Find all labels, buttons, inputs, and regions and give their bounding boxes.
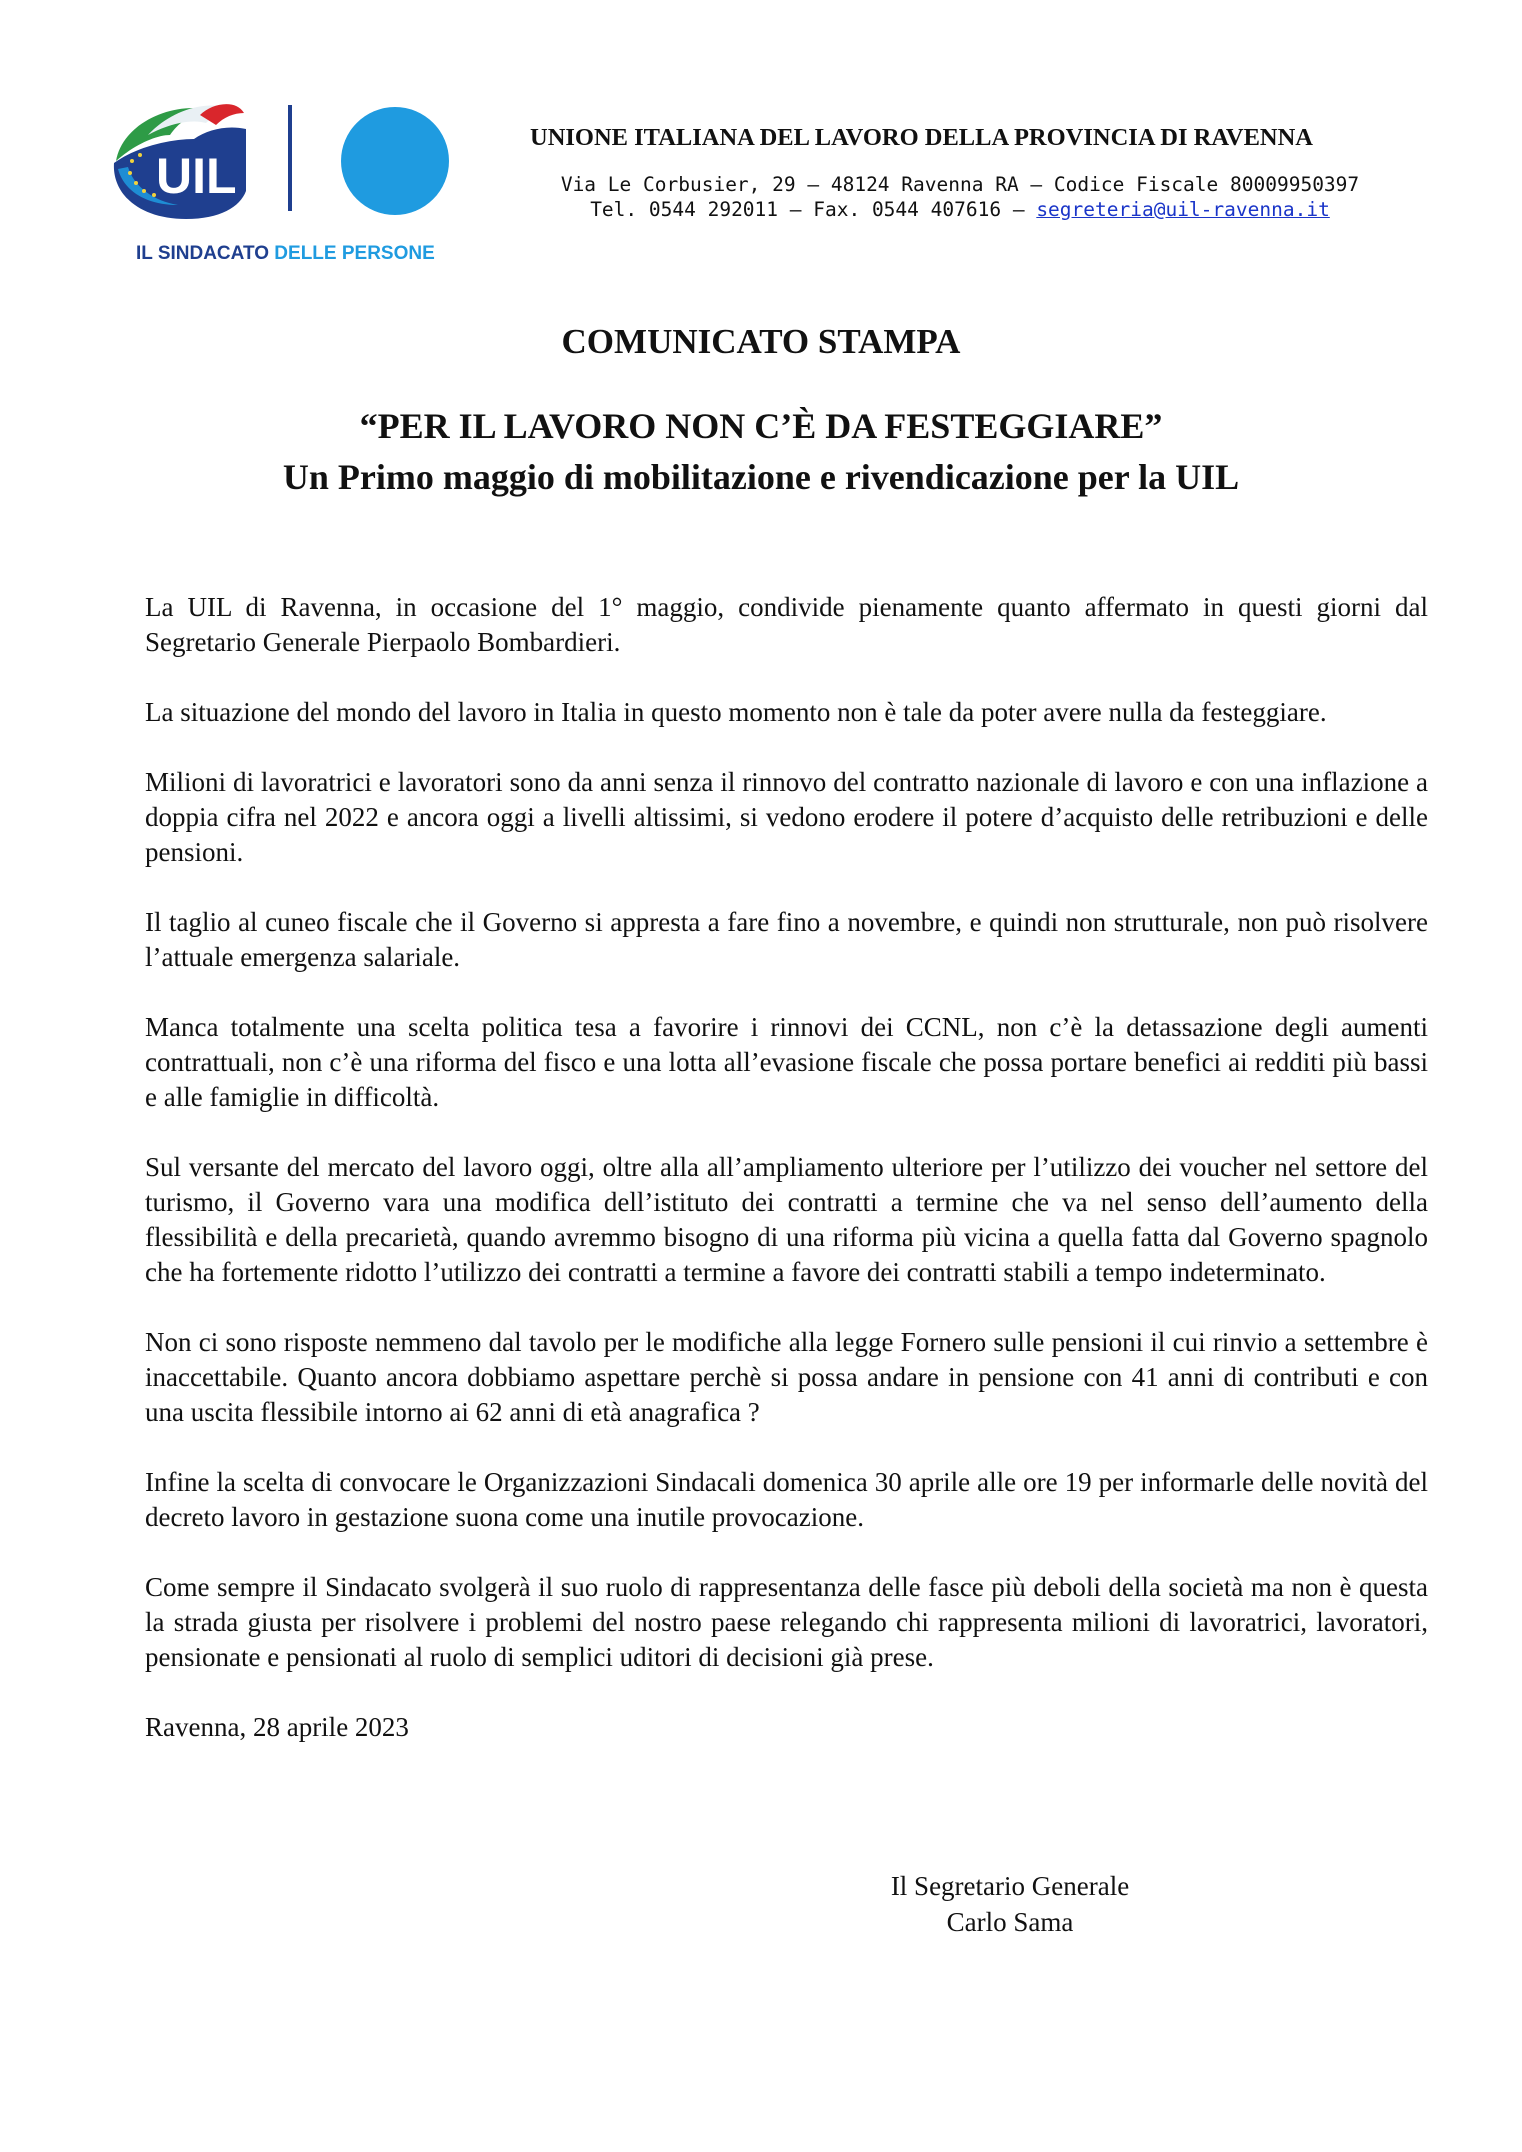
- document-body: [145, 590, 1428, 1780]
- document-title: “PER IL LAVORO NON C’È DA FESTEGGIARE”: [359, 406, 1163, 446]
- uil-logo-text: UIL: [156, 148, 237, 204]
- signature-block: [830, 1868, 1190, 1940]
- paragraph-7: Non ci sono risposte nemmeno dal tavolo per le modifiche alla legge Fornero sulle pensioni il cui rinvio a settembre è inaccettabile. Quanto ancora dobbiamo aspettare perchè si possa andare in pensione con 41 anni di contributi e con una uscita flessibile intorno ai 62 anni di età anagrafica ?: [145, 1327, 1428, 1427]
- logo-tagline: [136, 243, 435, 265]
- tagline-part2: DELLE PERSONE: [274, 243, 435, 264]
- email-link[interactable]: segreteria@uil-ravenna.it: [1036, 198, 1330, 221]
- paragraph-9: Come sempre il Sindacato svolgerà il suo ruolo di rappresentanza delle fasce più deboli della società ma non è questa la strada giusta per risolvere i problemi del nostro paese relegando chi rappresenta milioni di lavoratrici, lavoratori, pensionate e pensionati al ruolo di semplici uditori di decisioni già prese.: [145, 1572, 1428, 1672]
- contact-line: [530, 197, 1390, 222]
- tagline-part1: IL SINDACATO: [136, 243, 275, 264]
- paragraph-6: Sul versante del mercato del lavoro oggi, oltre alla all’ampliamento ulteriore per l’utilizzo dei voucher nel settore del turismo, il Governo vara una modifica dell’istituto dei contratti a termine che va nel senso dell’aumento della flessibilità e della precarietà, quando avremmo bisogno di una riforma più vicina a quella fatta dal Governo spagnolo che ha fortemente ridotto l’utilizzo dei contratti a termine a favore dei contratti stabili a tempo indeterminato.: [145, 1152, 1428, 1287]
- uil-logo: [108, 95, 488, 275]
- paragraph-4: Il taglio al cuneo fiscale che il Governo si appresta a fare fino a novembre, e quindi non strutturale, non può risolvere l’attuale emergenza salariale.: [145, 907, 1428, 972]
- paragraph-8: Infine la scelta di convocare le Organizzazioni Sindacali domenica 30 aprile alle ore 19 per informarle delle novità del decreto lavoro in gestazione suona come una inutile provocazione.: [145, 1467, 1428, 1532]
- uil-logo-icon: [108, 95, 458, 235]
- address-line: Via Le Corbusier, 29 – 48124 Ravenna RA – Codice Fiscale 80009950397: [560, 173, 1360, 196]
- paragraph-2: La situazione del mondo del lavoro in Italia in questo momento non è tale da poter avere nulla da festeggiare.: [145, 697, 1327, 727]
- organization-name: UNIONE ITALIANA DEL LAVORO DELLA PROVINCIA DI RAVENNA: [530, 124, 1313, 151]
- signature-name: Carlo Sama: [946, 1907, 1074, 1937]
- document-subtitle: Un Primo maggio di mobilitazione e rivendicazione per la UIL: [282, 457, 1240, 497]
- paragraph-5: Manca totalmente una scelta politica tesa a favorire i rinnovi dei CCNL, non c’è la detassazione degli aumenti contrattuali, non c’è una riforma del fisco e una lotta all’evasione fiscale che possa portare benefici ai redditi più bassi e alle famiglie in difficoltà.: [145, 1012, 1428, 1112]
- paragraph-3: Milioni di lavoratrici e lavoratori sono da anni senza il rinnovo del contratto nazionale di lavoro e con una inflazione a doppia cifra nel 2022 e ancora oggi a livelli altissimi, si vedono erodere il potere d’acquisto delle retribuzioni e delle pensioni.: [145, 767, 1428, 867]
- document-label: COMUNICATO STAMPA: [561, 322, 961, 361]
- organization-address: [530, 172, 1390, 222]
- signature-role: Il Segretario Generale: [890, 1871, 1130, 1901]
- contact-phone-fax: Tel. 0544 292011 – Fax. 0544 407616 –: [590, 198, 1037, 221]
- paragraph-1: La UIL di Ravenna, in occasione del 1° maggio, condivide pienamente quanto affermato in questi giorni dal Segretario Generale Pierpaolo Bombardieri.: [145, 592, 1428, 657]
- document-date: Ravenna, 28 aprile 2023: [145, 1712, 409, 1742]
